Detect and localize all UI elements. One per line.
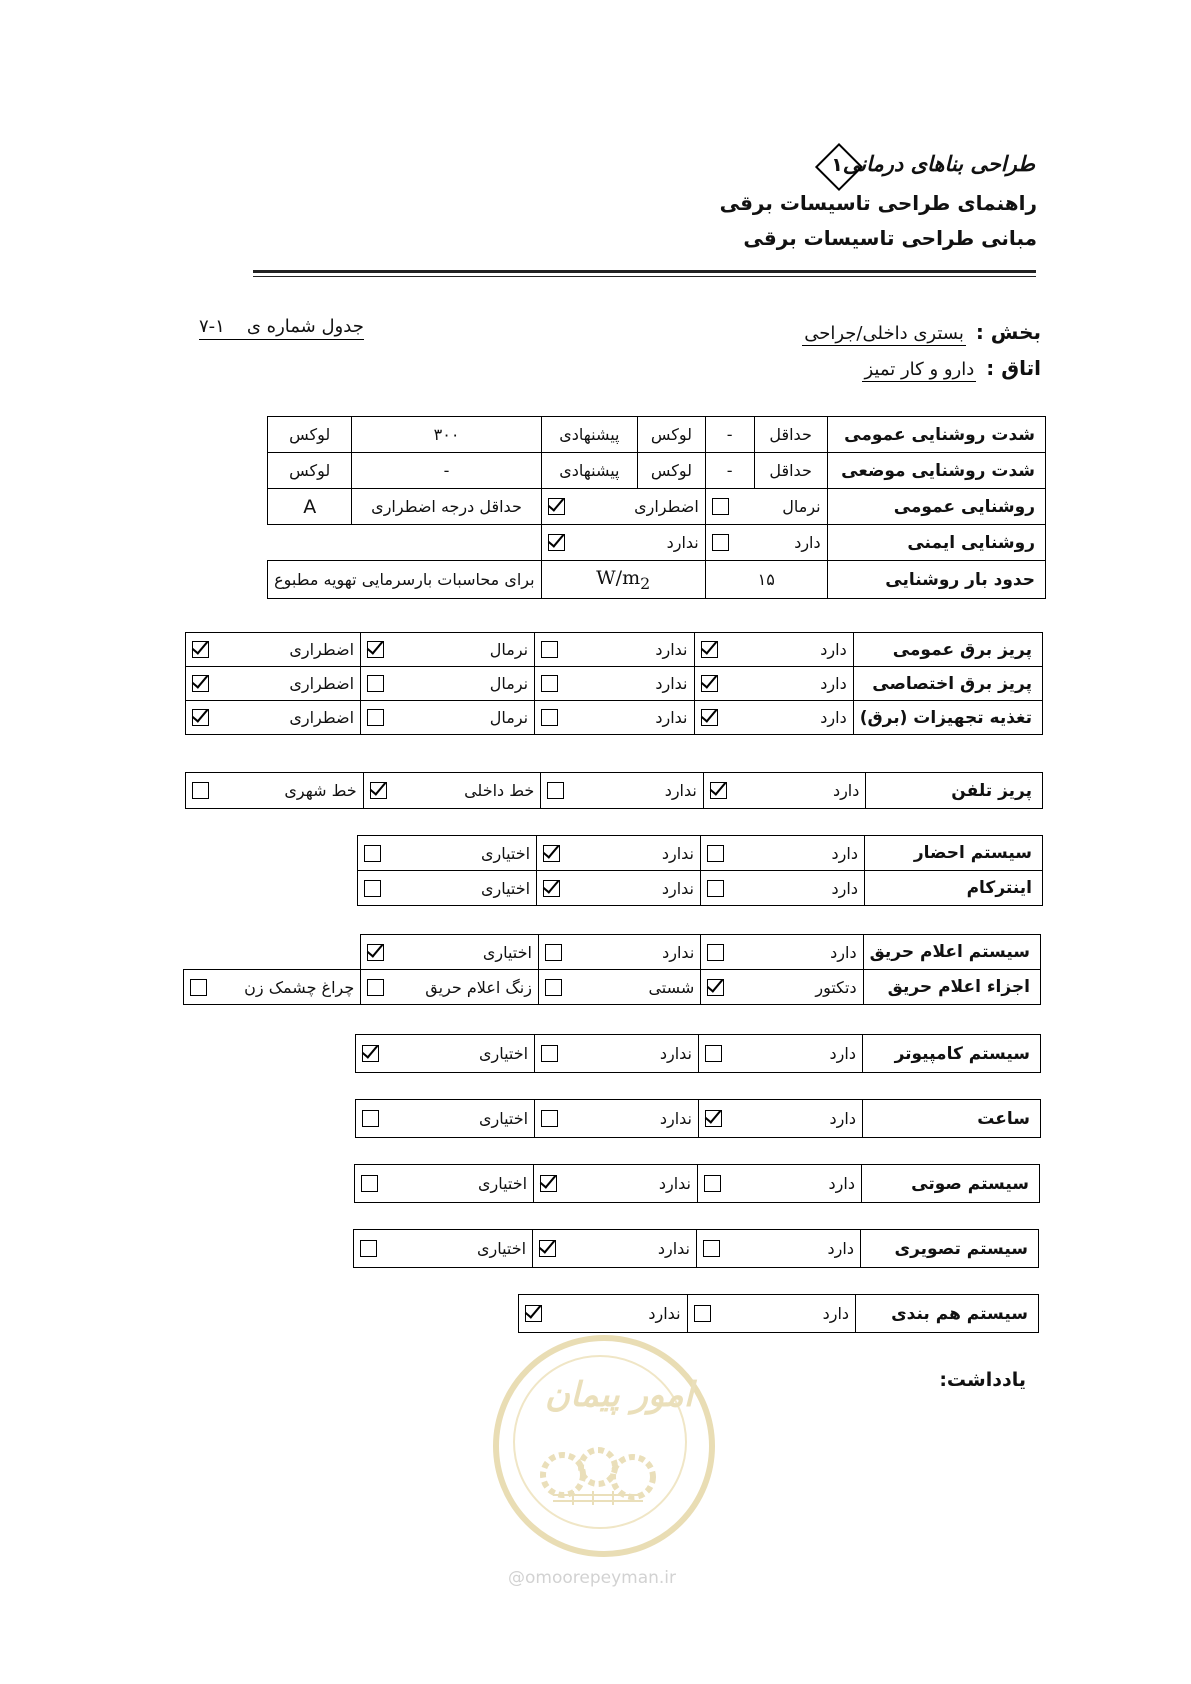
option-label: دارد — [827, 1239, 854, 1258]
hasnot-checkbox[interactable] — [543, 880, 560, 897]
has-checkbox[interactable] — [712, 534, 729, 551]
at-icon: @ — [508, 1568, 525, 1588]
normal-checkbox[interactable] — [712, 498, 729, 515]
hasnot-checkbox[interactable] — [541, 641, 558, 658]
has-checkbox[interactable] — [710, 782, 727, 799]
option-label: اضطراری — [634, 497, 699, 516]
option-label: دارد — [794, 533, 821, 552]
rec-label: پیشنهادی — [541, 417, 638, 453]
optional-checkbox[interactable] — [362, 1110, 379, 1127]
has-checkbox[interactable] — [707, 944, 724, 961]
room-label: اتاق : — [986, 356, 1041, 380]
load-note: برای محاسبات بارسرمایی تهویه مطبوع — [268, 561, 542, 599]
normal-checkbox[interactable] — [367, 641, 384, 658]
hasnot-checkbox[interactable] — [525, 1305, 542, 1322]
option-label: نرمال — [489, 674, 529, 693]
section-value: بستری داخلی/جراحی — [804, 323, 964, 344]
row-label: روشنایی عمومی — [827, 489, 1045, 525]
option-label: خط داخلی — [464, 781, 535, 800]
has-checkbox[interactable] — [704, 1175, 721, 1192]
flasher-checkbox[interactable] — [190, 979, 207, 996]
optional-checkbox[interactable] — [367, 944, 384, 961]
option-label: شستی — [648, 977, 695, 997]
section-field — [802, 320, 1041, 346]
table-row — [355, 1165, 1040, 1203]
book-title: طراحی بناهای درمانی — [842, 151, 1035, 176]
watermark-gears-icon — [533, 1445, 663, 1505]
watermark-site — [508, 1568, 676, 1588]
fire-bell-checkbox[interactable] — [367, 979, 384, 996]
optional-checkbox[interactable] — [364, 845, 381, 862]
option-label: ندارد — [666, 533, 699, 552]
table-row — [519, 1295, 1039, 1333]
option-label: اختیاری — [480, 843, 531, 863]
hasnot-checkbox[interactable] — [541, 709, 558, 726]
normal-checkbox[interactable] — [367, 675, 384, 692]
table-row — [186, 701, 1043, 735]
option-label: اختیاری — [476, 1239, 527, 1258]
rec-unit: لوکس — [268, 417, 352, 453]
emergency-checkbox[interactable] — [192, 709, 209, 726]
has-checkbox[interactable] — [705, 1110, 722, 1127]
manual-call-checkbox[interactable] — [545, 979, 562, 996]
option-label: نرمال — [489, 708, 529, 727]
option-label: نرمال — [489, 640, 529, 659]
has-checkbox[interactable] — [705, 1045, 722, 1062]
option-label: اختیاری — [478, 1044, 529, 1063]
row-label: سیستم احضار — [864, 836, 1042, 871]
min-value: - — [705, 453, 754, 489]
header-rule — [253, 270, 1036, 273]
lighting-table — [267, 416, 1046, 599]
has-checkbox[interactable] — [707, 880, 724, 897]
row-label: شدت روشنایی موضعی — [827, 453, 1045, 489]
table-row — [268, 453, 1046, 489]
table-row — [186, 773, 1043, 809]
optional-checkbox[interactable] — [360, 1240, 377, 1257]
row-label: سیستم اعلام حریق — [863, 935, 1040, 970]
row-label: سیستم تصویری — [860, 1230, 1038, 1268]
option-label: دارد — [829, 1044, 856, 1063]
has-checkbox[interactable] — [701, 641, 718, 658]
table-row — [268, 525, 1046, 561]
computer-table — [355, 1034, 1041, 1073]
option-label: اختیاری — [478, 1109, 529, 1128]
table-row — [358, 836, 1043, 871]
option-label: ندارد — [659, 1044, 693, 1063]
option-label: ندارد — [655, 708, 688, 727]
option-label: خط شهری — [284, 781, 357, 800]
table-number-label: جدول شماره ی — [246, 316, 364, 337]
unit-text: W/m — [596, 566, 641, 589]
option-label: ندارد — [648, 1304, 681, 1323]
hasnot-checkbox[interactable] — [548, 534, 565, 551]
power-table — [185, 632, 1043, 735]
hasnot-checkbox[interactable] — [540, 1175, 557, 1192]
option-label: دارد — [832, 781, 860, 800]
min-label: حداقل — [754, 453, 827, 489]
fire-table — [183, 934, 1041, 1005]
row-label: پریز تلفن — [866, 773, 1043, 809]
table-row — [186, 633, 1043, 667]
hasnot-checkbox[interactable] — [541, 1045, 558, 1062]
room-field — [862, 356, 1041, 382]
table-row — [186, 667, 1043, 701]
option-label: دارد — [831, 878, 858, 898]
option-label: اختیاری — [477, 1174, 528, 1193]
option-label: دارد — [820, 640, 847, 659]
watermark-logo-text: امور پیمان — [545, 1375, 694, 1415]
option-label: ندارد — [661, 878, 695, 898]
hasnot-checkbox[interactable] — [545, 944, 562, 961]
video-table — [353, 1229, 1039, 1268]
option-label: ندارد — [655, 640, 688, 659]
hasnot-checkbox[interactable] — [541, 675, 558, 692]
table-row — [268, 561, 1046, 599]
option-label: اضطراری — [289, 708, 355, 727]
row-label: پریز برق عمومی — [853, 633, 1042, 667]
table-row — [356, 1035, 1041, 1073]
unit-sub: 2 — [640, 573, 651, 593]
row-label: سیستم کامپیوتر — [862, 1035, 1040, 1073]
phone-table — [185, 772, 1043, 809]
audio-table — [354, 1164, 1040, 1203]
has-checkbox[interactable] — [707, 845, 724, 862]
room-value: دارو و کار تمیز — [864, 359, 975, 380]
option-label: دارد — [829, 1109, 856, 1128]
has-checkbox[interactable] — [694, 1305, 711, 1322]
load-unit — [541, 561, 705, 599]
option-label: دارد — [831, 843, 858, 863]
optional-checkbox[interactable] — [364, 880, 381, 897]
hasnot-checkbox[interactable] — [547, 782, 564, 799]
option-label: دارد — [820, 674, 847, 693]
rec-label: پیشنهادی — [541, 453, 638, 489]
option-label: ندارد — [658, 1174, 692, 1193]
row-label: اینترکام — [864, 871, 1042, 906]
row-label: تغذیه تجهیزات (برق) — [853, 701, 1042, 735]
table-row — [184, 935, 1041, 970]
emergency-checkbox[interactable] — [192, 641, 209, 658]
grade-label: حداقل درجه اضطراری — [352, 489, 541, 525]
option-label: دارد — [820, 708, 847, 727]
clock-table — [355, 1099, 1041, 1138]
rec-value: ۳۰۰ — [352, 417, 541, 453]
option-label: اختیاری — [482, 942, 532, 962]
emergency-checkbox[interactable] — [548, 498, 565, 515]
table-row — [354, 1230, 1039, 1268]
optional-checkbox[interactable] — [361, 1175, 378, 1192]
option-label: چراغ چشمک زن — [244, 977, 355, 997]
subtitle-guide: راهنمای طراحی تاسیسات برقی — [719, 191, 1037, 215]
detector-checkbox[interactable] — [707, 979, 724, 996]
table-row — [356, 1100, 1041, 1138]
min-unit: لوکس — [638, 453, 706, 489]
table-row — [358, 871, 1043, 906]
row-label: سیستم هم بندی — [856, 1295, 1039, 1333]
row-label: شدت روشنایی عمومی — [827, 417, 1045, 453]
option-label: ندارد — [664, 781, 697, 800]
grouping-table — [518, 1294, 1039, 1333]
table-number-field — [199, 316, 364, 340]
rec-unit: لوکس — [268, 453, 352, 489]
option-label: دارد — [830, 942, 857, 962]
option-label: نرمال — [782, 497, 821, 516]
option-label: دارد — [822, 1304, 850, 1323]
min-unit: لوکس — [638, 417, 706, 453]
row-label: روشنایی ایمنی — [827, 525, 1045, 561]
summon-table — [357, 835, 1043, 906]
book-number: ۱ — [831, 154, 843, 176]
load-value: ۱۵ — [705, 561, 827, 599]
header-rule-thin — [253, 276, 1036, 277]
has-checkbox[interactable] — [703, 1240, 720, 1257]
table-row — [184, 970, 1041, 1005]
optional-checkbox[interactable] — [362, 1045, 379, 1062]
table-row — [268, 489, 1046, 525]
option-label: ندارد — [659, 1109, 693, 1128]
row-label: حدود بار روشنایی — [827, 561, 1045, 599]
note-label: یادداشت: — [939, 1369, 1026, 1391]
option-label: دتکتور — [815, 977, 857, 997]
row-label: اجزاء اعلام حریق — [863, 970, 1040, 1005]
internal-line-checkbox[interactable] — [370, 782, 387, 799]
has-checkbox[interactable] — [701, 675, 718, 692]
option-label: ندارد — [655, 674, 688, 693]
subtitle-basics: مبانی طراحی تاسیسات برقی — [743, 226, 1037, 250]
option-label: ندارد — [661, 843, 695, 863]
option-label: اضطراری — [289, 674, 355, 693]
option-label: ندارد — [662, 942, 695, 962]
min-label: حداقل — [754, 417, 827, 453]
hasnot-checkbox[interactable] — [539, 1240, 556, 1257]
min-value: - — [705, 417, 754, 453]
row-label: ساعت — [862, 1100, 1040, 1138]
option-label: زنگ اعلام حریق — [425, 977, 532, 997]
city-line-checkbox[interactable] — [192, 782, 209, 799]
row-label: سیستم صوتی — [861, 1165, 1039, 1203]
has-checkbox[interactable] — [701, 709, 718, 726]
option-label: دارد — [828, 1174, 855, 1193]
row-label: پریز برق اختصاصی — [853, 667, 1042, 701]
section-label: بخش : — [975, 320, 1041, 344]
option-label: ندارد — [657, 1239, 691, 1258]
option-label: اضطراری — [289, 640, 355, 659]
normal-checkbox[interactable] — [367, 709, 384, 726]
grade-value: A — [268, 489, 352, 525]
table-row — [268, 417, 1046, 453]
rec-value: - — [352, 453, 541, 489]
emergency-checkbox[interactable] — [192, 675, 209, 692]
watermark-site-text: omoorepeyman.ir — [525, 1568, 677, 1588]
option-label: اختیاری — [480, 878, 531, 898]
hasnot-checkbox[interactable] — [543, 845, 560, 862]
table-number: ۷-۱ — [199, 316, 225, 337]
hasnot-checkbox[interactable] — [541, 1110, 558, 1127]
